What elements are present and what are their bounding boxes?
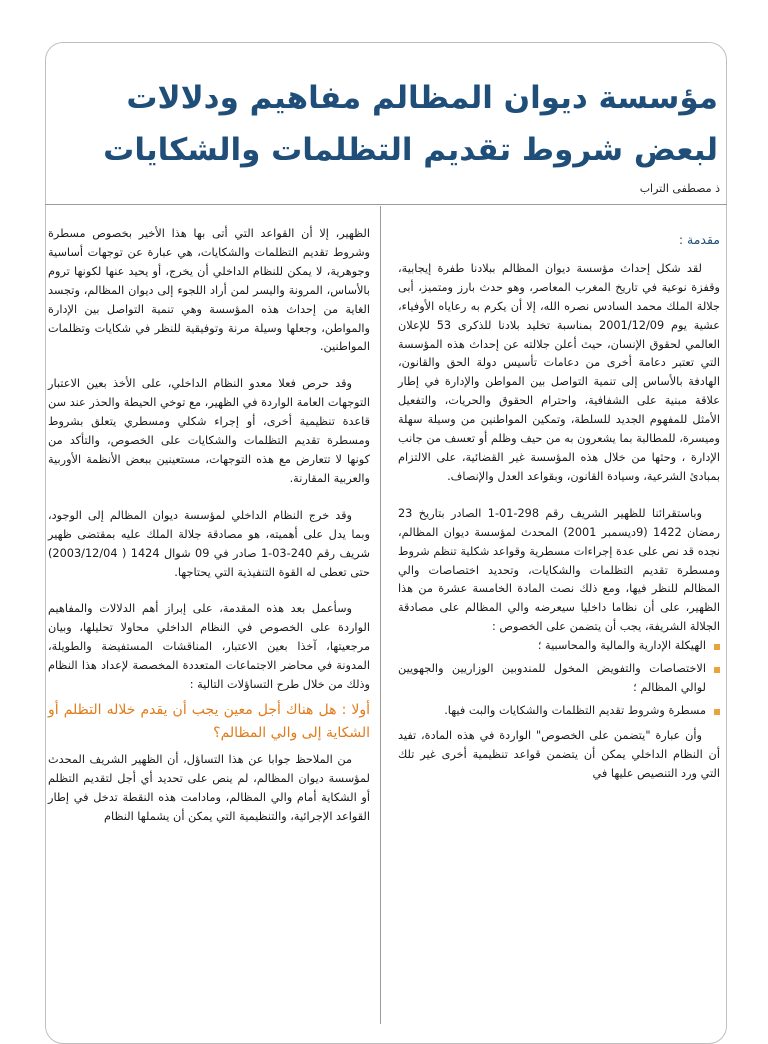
author-name: ذ مصطفى التراب (639, 182, 720, 195)
right-column (398, 225, 720, 783)
list-item: الهيكلة الإدارية والمالية والمحاسبية ؛ (398, 637, 720, 656)
body-paragraph-3: وقد خرج النظام الداخلي لمؤسسة ديوان المظالم إلى الوجود، وبما يدل على أهميته، هو مصادقة جلالة الملك عليه بمقتضى ظهير شريف رقم 240-03-1 صادر في 09 شوال 1424 ( 2003/12/04) حتى تعطى له القوة التنفيذية التي يحتاجها. (48, 508, 370, 579)
intro-paragraph-2: وباستقرائنا للظهير الشريف رقم 298-01-1 الصادر بتاريخ 23 رمضان 1422 (9ديسمبر 2001) المحدث لمؤسسة ديوان المظالم، نجده قد نص على عدة إجراءات مسطرية وقواعد شكلية تنظم شروط ومسطرة تقديم التظلمات والشكايات، وتحديد اختصاصات والي المظالم للنظر فيها، ومع ذلك نصت المادة الخامسة عشرة من هذا الظهير، على أن نظاما داخليا سيعرضه والي المظالم على مصادقة الجلالة الشريفة، يجب أن يتضمن على الخصوص : (398, 506, 720, 634)
body-paragraph-4: وسأعمل بعد هذه المقدمة، على إبراز أهم الدلالات والمفاهيم الواردة على الخصوص في النظام الداخلي محاولا تحليلها، وبيان مرجعيتها، آخذا بعين الاعتبار، المناقشات المستفيضة والطويلة، المدونة في محاضر الاجتماعات المتعددة المخصصة لإعداد هذا النظام وذلك من خلال طرح التساؤلات التالية : (48, 602, 370, 692)
header-divider (45, 204, 727, 205)
intro-paragraph-3: وأن عبارة "يتضمن على الخصوص" الواردة في هذه المادة، تفيد أن النظام الداخلي يمكن أن يتضمن قواعد تنظيمية أخرى غير تلك التي ورد التنصيص عليها في (398, 728, 720, 780)
list-item: مسطرة وشروط تقديم التظلمات والشكايات والبت فيها. (398, 702, 720, 721)
intro-heading: مقدمة : (678, 232, 720, 247)
body-paragraph-2: وقد حرص فعلا معدو النظام الداخلي، على الأخذ بعين الاعتبار التوجهات العامة الواردة في الظهير، مع توخي الحيطة والحذر عند سن قاعدة تنظيمية أخرى، أو إجراء شكلي ومسطري يتعلق بشروط ومسطرة تقديم التظلمات والشكايات على الخصوص، والتأكد من كونها لا تتعارض مع هذه التوجهات، مستعينين ببعض الأنظمة الأوربية والعربية المقارنة. (48, 377, 370, 485)
left-column (48, 225, 370, 827)
requirements-list (398, 637, 720, 721)
intro-paragraph-1: لقد شكل إحداث مؤسسة ديوان المظالم ببلادنا طفرة إيجابية، وقفزة نوعية في تاريخ المغرب المعاصر، وهو حدث بارز ومتميز، أبى جلالة الملك محمد السادس نصره الله، إلا أن يكرم به رعاياه الأوفياء، عشية يوم 2001/12/09 بمناسبة تخليد بلادنا للذكرى 53 للإعلان العالمي لحقوق الإنسان، حيث أعلن جلالته عن إحداث هذه المؤسسة التي تعتبر دعامة أخرى من دعامات تأسيس دولة الحق والقانون، الهادفة بالأساس إلى تنمية التواصل بين المواطن والإدارة في إطار علاقة مبنية على الشفافية، واحترام الحقوق والحريات، والتفعيل الأمثل للمفهوم الجديد للسلطة، وتمكين المواطنين من وسيلة سهلة وميسرة، للمطالبة بما يشعرون به من حيف وظلم أو تعسف من جانب الإدارة ، وحثها من خلال هذه المؤسسة غير القضائية، على الالتزام بمبادئ الشرعية، وسيادة القانون، وبقواعد العدل والإنصاف. (398, 261, 720, 483)
question-heading: أولا : هل هناك أجل معين يجب أن يقدم خلاله التظلم أو الشكاية إلى والي المظالم؟ (48, 701, 370, 741)
column-divider (380, 206, 381, 1024)
list-item: الاختصاصات والتفويض المخول للمندوبين الوزاريين والجهويين لوالي المظالم ؛ (398, 660, 720, 698)
body-paragraph-1: الظهير، إلا أن القواعد التي أتى بها هذا الأخير بخصوص مسطرة وشروط تقديم التظلمات والشكايات، هي عبارة عن توجهات أساسية وجوهرية، لا يمكن للنظام الداخلي أن يخرج، أو يحيد عنها لكونها تروم بالأساس، المرونة واليسر لمن أراد اللجوء إلى ديوان المظالم، وتجسد الغاية من إحداث هذه المؤسسة وهي تنمية التواصل بين الإدارة والمواطن، وجعلها وسيلة مرنة وتوفيقية للنظر في شكايات وتظلمات المواطنين. (48, 227, 370, 354)
body-paragraph-5: من الملاحظ جوابا عن هذا التساؤل، أن الظهير الشريف المحدث لمؤسسة ديوان المظالم، لم ينص على تحديد أي أجل لتقديم التظلم أو الشكاية أمام والي المظالم، ومادامت هذه النقطة تدخل في إطار القواعد الإجرائية، والتنظيمية التي يمكن أن يشملها النظام (48, 752, 370, 823)
article-title: مؤسسة ديوان المظالم مفاهيم ودلالات لبعض شروط تقديم التظلمات والشكايات (103, 80, 718, 168)
